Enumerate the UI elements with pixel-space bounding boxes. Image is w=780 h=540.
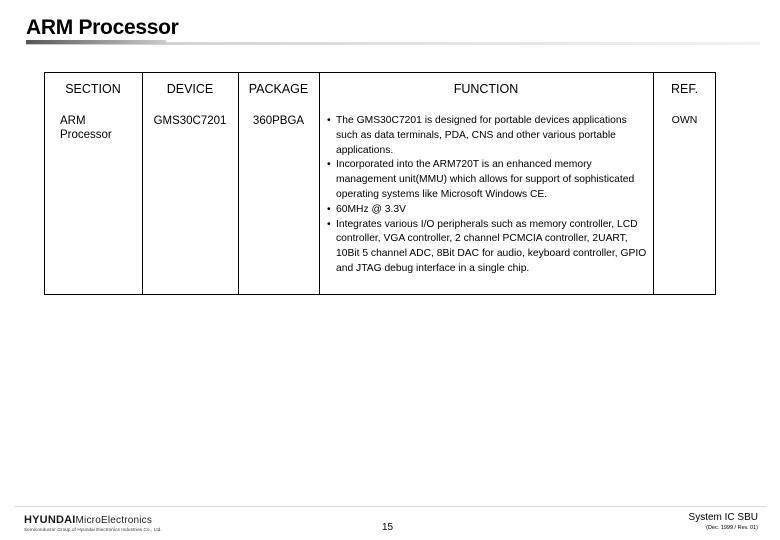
footer-dept	[689, 512, 758, 531]
function-bullet-text: 60MHz @ 3.3V	[336, 203, 406, 215]
function-bullet	[327, 203, 649, 218]
page-title: ARM Processor	[26, 16, 179, 39]
cell-device: GMS30C7201	[153, 115, 227, 127]
bullet-marker: •	[327, 115, 331, 126]
function-bullet	[327, 114, 649, 158]
function-bullet-text: The GMS30C7201 is designed for portable devices applications such as data terminals, PDA, CNS and other various portable applications.	[336, 115, 627, 156]
cell-function	[327, 114, 649, 277]
title-underline-dark	[26, 40, 166, 44]
header-ref: REF.	[670, 82, 699, 96]
footer-divider	[14, 506, 766, 507]
header-device: DEVICE	[166, 82, 214, 96]
company-logo	[24, 514, 162, 532]
page-number: 15	[382, 522, 394, 533]
column-divider	[238, 72, 239, 295]
bullet-marker: •	[327, 159, 331, 171]
title-underline	[26, 40, 760, 46]
function-bullet	[327, 158, 649, 202]
revision-date: (Dec. 1999 / Rev. 01)	[706, 525, 758, 531]
section-line-1: ARM	[60, 115, 86, 127]
function-bullet-text: Integrates various I/O peripherals such as memory controller, LCD controller, VGA controller, 2 channel PCMCIA controller, 2UART, 10Bit 5 channel ADC, 8Bit DAC for audio, keyboard controller, GPIO and JTAG debug interface in a single chip.	[336, 218, 647, 274]
function-bullet-text: Incorporated into the ARM720T is an enhanced memory management unit(MMU) which allows for support of sophisticated operating systems like Microsoft Windows CE.	[336, 159, 635, 200]
header-package: PACKAGE	[248, 82, 309, 96]
bullet-marker: •	[327, 218, 331, 230]
dept-name: System IC SBU	[688, 512, 758, 523]
cell-section	[60, 114, 112, 142]
column-divider	[142, 72, 143, 295]
header-section: SECTION	[65, 82, 121, 96]
function-bullet	[327, 218, 649, 277]
cell-package: 360PBGA	[252, 115, 305, 127]
cell-ref: OWN	[671, 114, 698, 126]
column-divider	[319, 72, 320, 295]
logo-subtitle: Semiconductor Group of Hyundai Electronics Industries Co., Ltd.	[24, 527, 162, 532]
column-divider	[653, 72, 654, 295]
logo-brand-micro: MicroElectronics	[75, 515, 153, 526]
section-line-2: Processor	[60, 129, 112, 141]
logo-brand-name: HYUNDAI	[24, 514, 76, 526]
bullet-marker: •	[327, 203, 331, 215]
header-function: FUNCTION	[453, 82, 519, 96]
logo-brand	[24, 514, 162, 526]
